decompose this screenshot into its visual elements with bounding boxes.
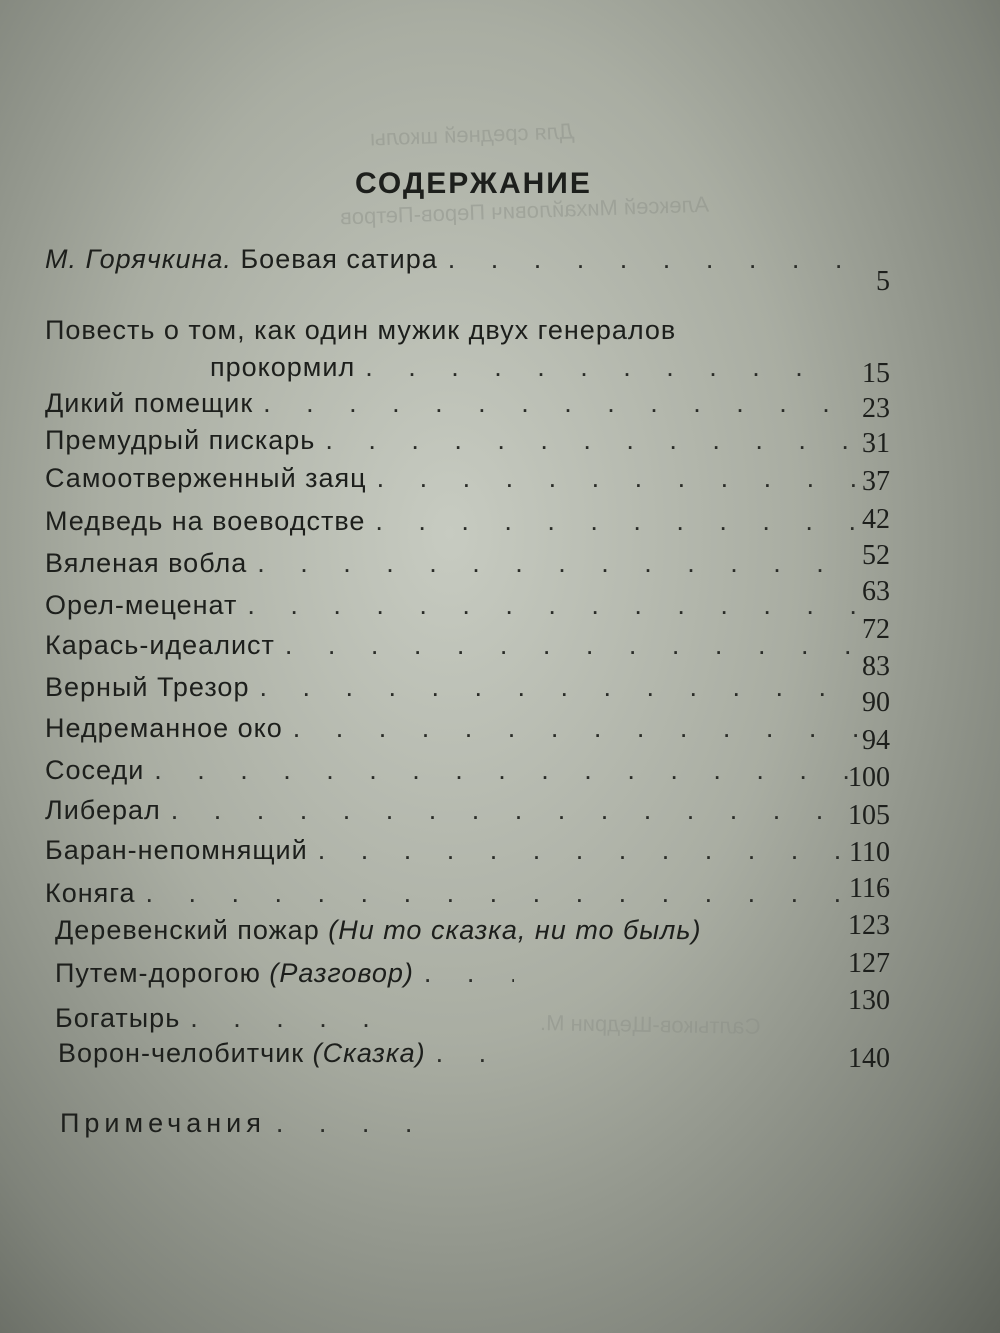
- dot-leader: [257, 548, 860, 579]
- page-number: 127: [848, 948, 890, 979]
- dot-leader: [424, 958, 514, 989]
- page-number: 105: [848, 800, 890, 831]
- dot-leader: [259, 672, 860, 703]
- toc-entry-title: Премудрый пискарь: [45, 425, 316, 455]
- toc-entry: [45, 315, 820, 346]
- dot-leader: [325, 425, 860, 456]
- page-number: 140: [848, 1043, 890, 1074]
- toc-entry-title: Карась-идеалист: [45, 630, 275, 660]
- dot-leader: [365, 352, 810, 383]
- author-name: М. Горячкина.: [45, 244, 232, 274]
- dot-leader: [190, 1003, 390, 1034]
- toc-entry-title-continued: прокормил: [210, 352, 356, 382]
- page-number: 110: [849, 837, 890, 868]
- page-number: 31: [862, 428, 890, 459]
- dot-leader: [247, 590, 860, 621]
- story-title: Ворон-челобитчик: [58, 1038, 305, 1068]
- toc-entry: [55, 915, 870, 946]
- dot-leader: [171, 795, 860, 826]
- toc-entry-title: Примечания: [60, 1108, 266, 1138]
- page-number: 37: [862, 466, 890, 497]
- story-subtitle: (Разговор): [269, 958, 414, 988]
- toc-entry-title: [55, 958, 414, 989]
- dot-leader: [436, 1038, 496, 1069]
- toc-entry: [45, 244, 855, 275]
- page-title: СОДЕРЖАНИЕ: [355, 167, 592, 200]
- page-number: 5: [876, 266, 890, 297]
- toc-entry-title: Либерал: [45, 795, 161, 825]
- dot-leader: [154, 755, 860, 786]
- toc-entry-title: Верный Трезор: [45, 672, 250, 702]
- page-number: 63: [862, 576, 890, 607]
- dot-leader: [146, 878, 860, 909]
- toc-entry-title: Недреманное око: [45, 713, 283, 743]
- page-number: 83: [862, 651, 890, 682]
- toc-entry: [45, 463, 870, 494]
- story-title: Путем-дорогою: [55, 958, 261, 988]
- dot-leader: [448, 244, 845, 275]
- toc-entry: [45, 835, 870, 866]
- dot-leader: [263, 388, 860, 419]
- toc-entry-title: Богатырь: [55, 1003, 181, 1033]
- toc-entry: [210, 352, 820, 383]
- toc-entry: [45, 878, 870, 909]
- toc-entry-title: Вяленая вобла: [45, 548, 248, 578]
- bleed-through-text: Алексей Михайлович Перов-Петров: [339, 191, 710, 230]
- toc-entry: [45, 713, 870, 744]
- toc-entry: [45, 548, 870, 579]
- page-number: 94: [862, 725, 890, 756]
- dot-leader: [318, 835, 860, 866]
- toc-entry-title: Медведь на воеводстве: [45, 506, 366, 536]
- page-number: 90: [862, 687, 890, 718]
- page-number: 52: [862, 540, 890, 571]
- bleed-through-text: Салтыков-Щедрин М.: [539, 1010, 761, 1039]
- story-subtitle: (Сказка): [312, 1038, 426, 1068]
- toc-entry-title: [45, 244, 438, 275]
- dot-leader: [375, 506, 860, 537]
- toc-entry: [45, 388, 870, 419]
- toc-entry-title: Соседи: [45, 755, 145, 785]
- page-number: 23: [862, 393, 890, 424]
- story-title: Деревенский пожар: [55, 915, 320, 945]
- page-number: 130: [848, 985, 890, 1016]
- toc-entry: [58, 1038, 870, 1069]
- toc-entry-title: [55, 915, 702, 946]
- dot-leader: [293, 713, 860, 744]
- toc-entry-title: Самоотверженный заяц: [45, 463, 367, 493]
- toc-entry: [60, 1108, 870, 1139]
- toc-entry: [45, 506, 870, 537]
- page-number: 72: [862, 614, 890, 645]
- toc-entry: [45, 425, 870, 456]
- toc-entry: [45, 630, 870, 661]
- toc-entry: [45, 755, 870, 786]
- page-number: 15: [862, 358, 890, 389]
- page-number: 123: [848, 910, 890, 941]
- toc-entry-title: Баран-непомнящий: [45, 835, 308, 865]
- toc-entry: [55, 958, 870, 989]
- toc-entry-title: Орел-меценат: [45, 590, 238, 620]
- essay-title: Боевая сатира: [240, 244, 438, 274]
- toc-entry: [45, 795, 870, 826]
- toc-entry: [55, 1003, 870, 1034]
- toc-entry-title: Дикий помещик: [45, 388, 254, 418]
- dot-leader: [377, 463, 860, 494]
- toc-entry-title: [58, 1038, 426, 1069]
- page-number: 42: [862, 504, 890, 535]
- page-number: 116: [849, 873, 890, 904]
- bleed-through-text: Для средней школы: [369, 118, 575, 151]
- toc-entry-title: Коняга: [45, 878, 136, 908]
- dot-leader: [276, 1108, 426, 1139]
- dot-leader: [285, 630, 860, 661]
- toc-entry-title: Повесть о том, как один мужик двух генералов: [45, 315, 677, 345]
- toc-entry: [45, 590, 870, 621]
- toc-entry: [45, 672, 870, 703]
- page-number: 100: [848, 762, 890, 793]
- story-subtitle: (Ни то сказка, ни то быль): [328, 915, 702, 945]
